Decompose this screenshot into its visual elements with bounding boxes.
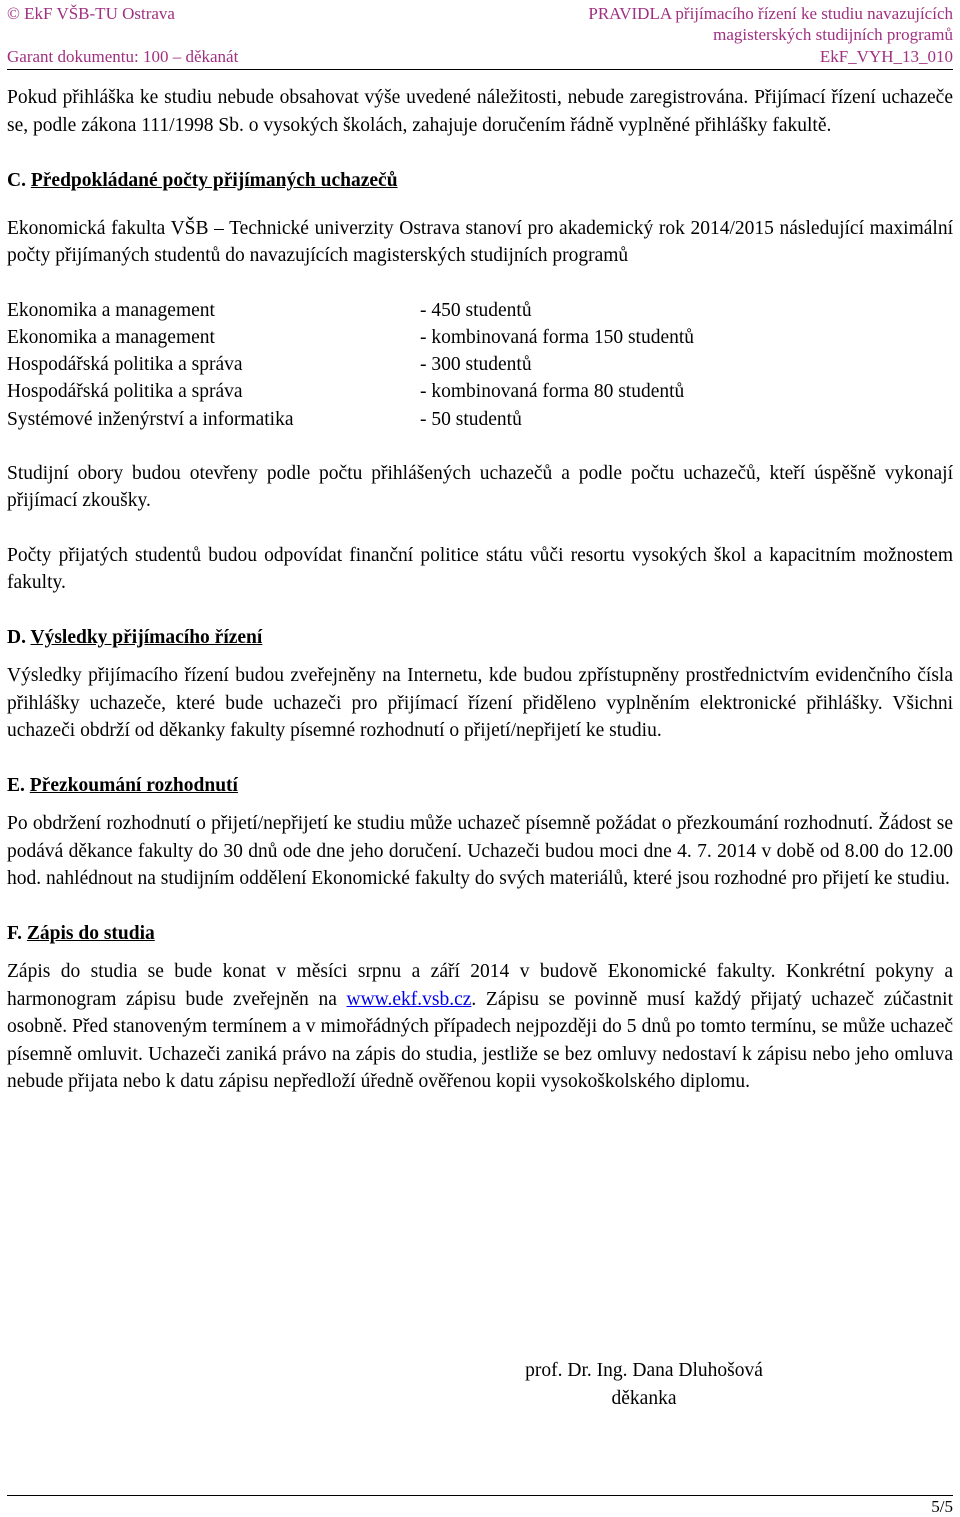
section-d-letter: D. [7,626,31,648]
program-capacity: - kombinovaná forma 80 studentů [420,381,685,403]
section-c-title: Předpokládané počty přijímaných uchazečů [30,170,398,191]
signatory-name: prof. Dr. Ing. Dana Dluhošová [525,1360,763,1381]
section-d-title: Výsledky přijímacího řízení [30,626,263,648]
section-e-text: Po obdržení rozhodnutí o přijetí/nepřijetí ke studiu může uchazeč písemně požádat o přezkoumání rozhodnutí. Žádost se podává děkance fakulty do 30 dnů ode dne jeho doručení. Uchazeči budou moci dne 4. 7. 2014 v době od 8.00 do 12.00 hod. nahlédnout na studijním oddělení Ekonomické fakulty do svých materiálů, které jsou rozhodné pro přijetí ke studiu. [7,813,953,890]
header-copyright: © EkF VŠB-TU Ostrava [7,4,175,23]
program-name: Hospodářská politika a správa [7,381,243,403]
footer-rule [7,1495,953,1496]
program-capacity: - kombinovaná forma 150 studentů [420,326,695,348]
program-name: Hospodářská politika a správa [7,354,243,376]
program-name: Systémové inženýrství a informatika [7,408,294,430]
program-capacity: - 450 studentů [420,299,532,321]
section-f-title: Zápis do studia [26,922,155,944]
program-name: Ekonomika a management [7,299,215,321]
header-document-guarantor: Garant dokumentu: 100 – děkanát [7,47,239,66]
header-document-title-line1: PRAVIDLA přijímacího řízení ke studiu navazujících [588,4,953,23]
document-body [7,73,953,1096]
section-c-para2: Studijní obory budou otevřeny podle počtu přihlášených uchazečů a podle počtu uchazečů, kteří úspěšně vykonají přijímací zkoušky. [7,462,953,512]
program-name: Ekonomika a management [7,326,215,348]
intro-paragraph: Pokud přihláška ke studiu nebude obsahovat výše uvedené náležitosti, nebude zaregistrována. Přijímací řízení uchazeče se, podle zákona 111/1998 Sb. o vysokých školách, zahajuje doručením řádně vyplněné přihlášky fakultě. [7,87,953,136]
section-c-text: Ekonomická fakulta VŠB – Technické univerzity Ostrava stanoví pro akademický rok 2014/2015 následující maximální počty přijímaných studentů do navazujících magisterských studijních programů [7,217,953,266]
page-number: 5/5 [931,1497,953,1516]
section-f-letter: F. [7,922,27,944]
section-f-heading [7,920,953,948]
page-header [7,0,953,70]
program-row [7,324,953,351]
section-e-title: Přezkoumání rozhodnutí [29,774,238,796]
section-f-text-part1: Zápis do studia se bude konat v měsíci srpnu a září 2014 v budově Ekonomické fakulty. Konkrétní pokyny a harmonogram zápisu bude zveřejněn na [7,961,953,1010]
program-row [7,297,953,324]
section-e-letter: E. [7,774,30,796]
signatory-role: děkanka [611,1388,677,1409]
program-capacity: - 300 studentů [420,354,532,376]
faculty-website-link[interactable]: www.ekf.vsb.cz [346,988,472,1010]
section-f-text [7,958,953,1096]
section-c-para3: Počty přijatých studentů budou odpovídat finanční politice státu vůči resortu vysokých škol a kapacitním možnostem fakulty. [7,544,953,594]
section-c-letter: C. [7,170,31,191]
section-f-text-part2: . Zápisu se povinně musí každý přijatý uchazeč zúčastnit osobně. Před stanoveným termínem a v mimořádných případech nejpozději do 5 dnů po tomto termínu, se může uchazeč písemně omluvit. Uchazeči zaniká právo na zápis do studia, jestliže se bez omluvy nedostaví k zápisu nebo jeho omluva nebude přijata nebo k datu zápisu nepředloží úředně ověřenou kopii vysokoškolského diplomu. [7,988,954,1093]
signature-block [500,1357,788,1413]
program-row [7,406,953,433]
section-c-heading [7,167,953,195]
header-document-title-line2: magisterských studijních programů [713,25,953,44]
header-rule [7,69,953,70]
program-row [7,351,953,378]
program-capacity: - 50 studentů [420,408,522,430]
section-e-heading [7,772,953,800]
section-d-heading [7,624,953,652]
section-d-text: Výsledky přijímacího řízení budou zveřejněny na Internetu, kde budou zpřístupněny prostřednictvím evidenčního čísla přihlášky uchazeče, které bude uchazeči pro přijímací řízení přiděleno vyplněním elektronické přihlášky. Všichni uchazeči obdrží od děkanky fakulty písemné rozhodnutí o přijetí/nepřijetí ke studiu. [7,665,953,742]
program-row [7,378,953,405]
header-document-code: EkF_VYH_13_010 [819,47,953,66]
program-list [7,297,953,433]
